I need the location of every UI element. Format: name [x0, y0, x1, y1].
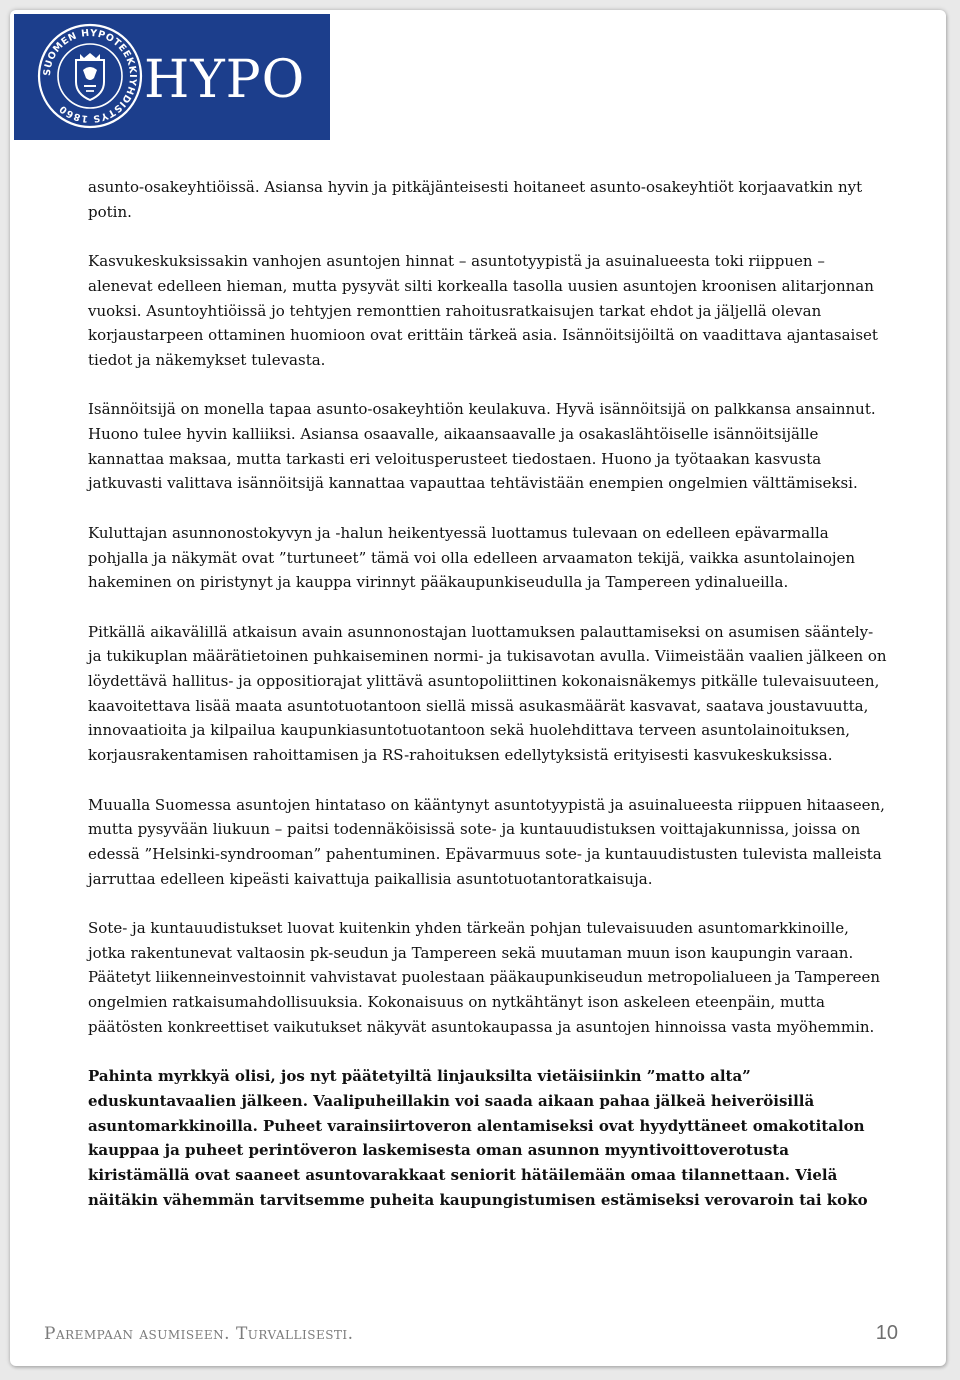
document-page [10, 10, 946, 1366]
paragraph-2: Kasvukeskuksissakin vanhojen asuntojen hinnat – asuntotyypistä ja asuinalueesta toki riippuen – alenevat edelleen hieman, mutta pysyvät silti korkealla tasolla uusien asuntojen kroonisen alitarjonnan vuoksi. Asuntoyhtiöissä jo tehtyjen remonttien rahoitusratkaisujen tarkat ehdot ja jäljellä olevan korjaustarpeen ottaminen huomioon ovat erittäin tärkeä asia. Isännöitsijöiltä on vaadittava ajantasaiset tiedot ja näkemykset tulevasta. [88, 252, 878, 369]
page-footer [44, 1322, 904, 1352]
footer-slogan: Parempaan asumiseen. Turvallisesti. [44, 1324, 354, 1344]
document-body [88, 175, 888, 1212]
paragraph-5: Pitkällä aikavälillä atkaisun avain asunnonostajan luottamuksen palauttamiseksi on asumisen sääntely- ja tukikuplan määrätietoinen puhkaiseminen normi- ja tukisavotan avulla. Viimeistään vaalien jälkeen on löydettävä hallitus- ja oppositiorajat ylittävä asuntopoliittinen kokonaisnäkemys pitkälle tulevaisuuteen, kaavoitettava lisää maata asuntotuotantoon siellä missä asukasmäärät kasvavat, saatava joustavuutta, innovaatioita ja kilpailua kaupunkiasuntotuotantoon sekä huolehdittava terveen asuntolainoituksen, korjausrakentamisen rahoittamisen ja RS-rahoituksen edellytyksistä erityisesti kasvukeskuksissa. [88, 622, 887, 765]
logo-wordmark: HYPO [144, 50, 306, 110]
bold-paragraph: Pahinta myrkkyä olisi, jos nyt päätetyiltä linjauksilta vietäisiinkin ”matto alta” eduskuntavaalien jälkeen. Vaalipuheillakin voi saada aikaan pahaa jälkeä heiveröisillä asuntomarkkinoilla. Puheet varainsiirtoveron alentamiseksi ovat hyydyttäneet omakotitalon kauppaa ja puheet perintöveron laskemisesta oman asunnon myyntivoittoverotusta kiristämällä ovat saaneet asuntovarakkaat seniorit hätäilemään omaa tilannettaan. Vielä näitäkin vähemmän tarvitsemme puheita kaupungistumisen estämiseksi verovaroin tai koko [88, 1067, 868, 1209]
paragraph-4: Kuluttajan asunnonostokyvyn ja -halun heikentyessä luottamus tulevaan on edelleen epävarmalla pohjalla ja näkymät ovat ”turtuneet” tämä voi olla edelleen arvaamaton tekijä, vaikka asuntolainojen hakeminen on piristynyt ja kauppa virinnyt pääkaupunkiseudulla ja Tampereen ydinalueilla. [88, 523, 856, 592]
page-number: 10 [875, 1322, 898, 1344]
seal-ring-text: SUOMEN HYPOTEEKKIYHDISTYS 1860 [41, 27, 139, 125]
paragraph-1: asunto-osakeyhtiöissä. Asiansa hyvin ja pitkäjänteisesti hoitaneet asunto-osakeyhtiöt korjaavatkin nyt potin. [88, 178, 863, 221]
page-header [10, 10, 946, 144]
paragraph-6: Muualla Suomessa asuntojen hintataso on kääntynyt asuntotyypistä ja asuinalueesta riippuen hitaaseen, mutta pysyvään liukuun – paitsi todennäköisissä sote- ja kuntauudistuksen voittajakunnissa, joissa on edessä ”Helsinki-syndrooman” pahentuminen. Epävarmuus sote- ja kuntauudistusten tulevista malleista jarruttaa edelleen kipeästi kaivattuja paikallisia asuntotuotantoratkaisuja. [88, 795, 885, 888]
hypo-logo [14, 14, 330, 140]
seal-emblem-icon [34, 20, 146, 132]
paragraph-7: Sote- ja kuntauudistukset luovat kuitenkin yhden tärkeän pohjan tulevaisuuden asuntomarkkinoille, jotka rakentunevat valtaosin pk-seudun ja Tampereen sekä muutaman muun ison kaupungin varaan. Päätetyt liikenneinvestoinnit vahvistavat puolestaan pääkaupunkiseudun metropolialueen ja Tampereen ongelmien ratkaisumahdollisuuksia. Kokonaisuus on nytkähtänyt ison askeleen eteenpäin, mutta päätösten konkreettiset vaikutukset näkyvät asuntokaupassa ja asuntojen hinnoissa vasta myöhemmin. [88, 919, 881, 1036]
paragraph-3: Isännöitsijä on monella tapaa asunto-osakeyhtiön keulakuva. Hyvä isännöitsijä on palkkansa ansainnut. Huono tulee hyvin kalliiksi. Asiansa osaavalle, aikaansaavalle ja osakaslähtöiselle isännöitsijälle kannattaa maksaa, mutta tarkasti eri veloitusperusteet tiedostaen. Huono ja työtaakan kasvusta jatkuvasti valittava isännöitsijä kannattaa vapauttaa tehtävistään enempien ongelmien välttämiseksi. [88, 400, 876, 493]
